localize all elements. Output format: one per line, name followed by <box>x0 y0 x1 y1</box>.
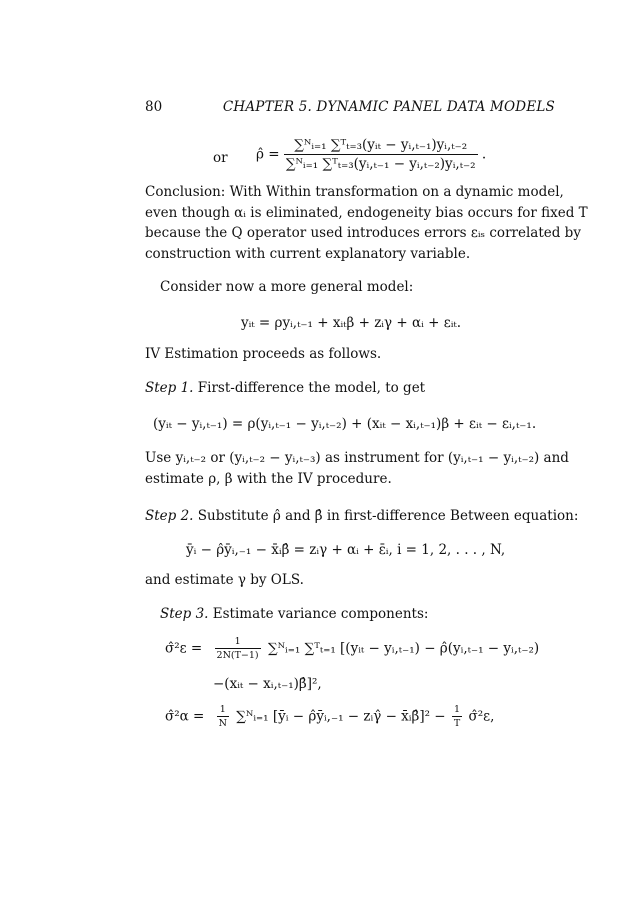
rho-hat-fraction <box>284 137 478 172</box>
general-model-equation: yᵢₜ = ρyᵢ,ₜ₋₁ + xᵢₜβ + zᵢγ + αᵢ + εᵢₜ. <box>240 315 462 331</box>
sigma-alpha-lhs: σ̂²α = <box>165 708 205 725</box>
iv-intro: IV Estimation proceeds as follows. <box>145 346 382 362</box>
or-label: or <box>213 150 228 166</box>
conclusion-line-2: even though αᵢ is eliminated, endogeneity bias occurs for fixed T <box>145 204 588 221</box>
step2-label: Step 2. <box>145 508 194 524</box>
step3-heading <box>160 606 428 622</box>
rho-hat-equation <box>256 137 486 172</box>
step1-text: First-difference the model, to get <box>193 380 426 396</box>
sigma-alpha-tail: σ̂²ε, <box>468 708 495 725</box>
sigma-alpha-frac-den: N <box>218 718 227 729</box>
sigma-eps-rhs-1: ∑ᴺᵢ₌₁ ∑ᵀₜ₌₁ [(yᵢₜ − yᵢ,ₜ₋₁) − ρ̂(yᵢ,ₜ₋₁ − yᵢ,ₜ₋₂) <box>267 640 540 657</box>
step1-use-paragraph <box>145 448 569 489</box>
sigma-eps-equation <box>165 636 539 661</box>
step2-text: Substitute ρ̂ and β̂ in first-difference Between equation: <box>193 508 579 524</box>
sigma-eps-fraction <box>215 636 261 661</box>
step2-heading <box>145 508 578 524</box>
sigma-alpha-rhs: ∑ᴺᵢ₌₁ [ȳᵢ − ρ̂ȳᵢ,₋₁ − zᵢγ̂ − x̄ᵢβ̂]² <box>236 708 430 725</box>
sigma-alpha-fraction <box>217 704 229 729</box>
step1-equation: (yᵢₜ − yᵢ,ₜ₋₁) = ρ(yᵢ,ₜ₋₁ − yᵢ,ₜ₋₂) + (xᵢₜ − xᵢ,ₜ₋₁)β + εᵢₜ − εᵢ,ₜ₋₁. <box>153 416 537 432</box>
rho-hat-numerator: ∑ᴺᵢ₌₁ ∑ᵀₜ₌₃(yᵢₜ − yᵢ,ₜ₋₁)yᵢ,ₜ₋₂ <box>284 137 478 155</box>
step2-ols: and estimate γ by OLS. <box>145 572 304 588</box>
sigma-eps-lhs: σ̂²ε = <box>165 640 203 657</box>
rho-hat-lhs: ρ̂ = <box>256 146 280 163</box>
sigma-alpha-frac-num: 1 <box>217 704 229 717</box>
sigma-alpha-tail-num: 1 <box>452 704 462 717</box>
step1-heading <box>145 380 425 396</box>
sigma-alpha-tail-fraction <box>452 704 462 729</box>
step3-label: Step 3. <box>160 606 209 622</box>
step1-use-line-1: Use yᵢ,ₜ₋₂ or (yᵢ,ₜ₋₂ − yᵢ,ₜ₋₃) as instrument for (yᵢ,ₜ₋₁ − yᵢ,ₜ₋₂) and <box>145 450 569 466</box>
step1-label: Step 1. <box>145 380 194 396</box>
page-number: 80 <box>145 99 163 115</box>
sigma-eps-rhs-2: −(xᵢₜ − xᵢ,ₜ₋₁)β̂]², <box>213 676 322 692</box>
conclusion-paragraph <box>145 182 588 264</box>
page-header <box>145 99 555 117</box>
conclusion-line-4: construction with current explanatory variable. <box>145 245 471 262</box>
step1-use-line-2: estimate ρ, β with the IV procedure. <box>145 470 392 487</box>
conclusion-line-3: because the Q operator used introduces errors εᵢₛ correlated by <box>145 225 581 241</box>
rho-hat-period: . <box>481 146 487 163</box>
sigma-eps-frac-den: 2N(T−1) <box>216 650 259 661</box>
rho-hat-denominator: ∑ᴺᵢ₌₁ ∑ᵀₜ₌₃(yᵢ,ₜ₋₁ − yᵢ,ₜ₋₂)yᵢ,ₜ₋₂ <box>285 156 476 172</box>
sigma-alpha-equation: σ̂²α = $\frac{1}{N}$ ∑ᴺᵢ₌₁ [ȳᵢ − ρ̂ȳᵢ,₋₁ − zᵢγ̂ − x̄ᵢβ̂]² − $\frac{1}{T}$ σ̂²ε, <box>165 704 495 729</box>
sigma-eps-frac-num: 1 <box>215 636 261 649</box>
step2-equation: ȳᵢ − ρ̂ȳᵢ,₋₁ − x̄ᵢβ̂ = zᵢγ + αᵢ + ε̄ᵢ, i = 1, 2, . . . , N, <box>186 542 506 558</box>
conclusion-line-1: Conclusion: With Within transformation on a dynamic model, <box>145 184 564 200</box>
step3-text: Estimate variance components: <box>208 606 429 622</box>
general-model-intro: Consider now a more general model: <box>160 279 414 295</box>
running-title: CHAPTER 5. DYNAMIC PANEL DATA MODELS <box>222 99 555 115</box>
sigma-alpha-tail-den: T <box>453 718 461 729</box>
